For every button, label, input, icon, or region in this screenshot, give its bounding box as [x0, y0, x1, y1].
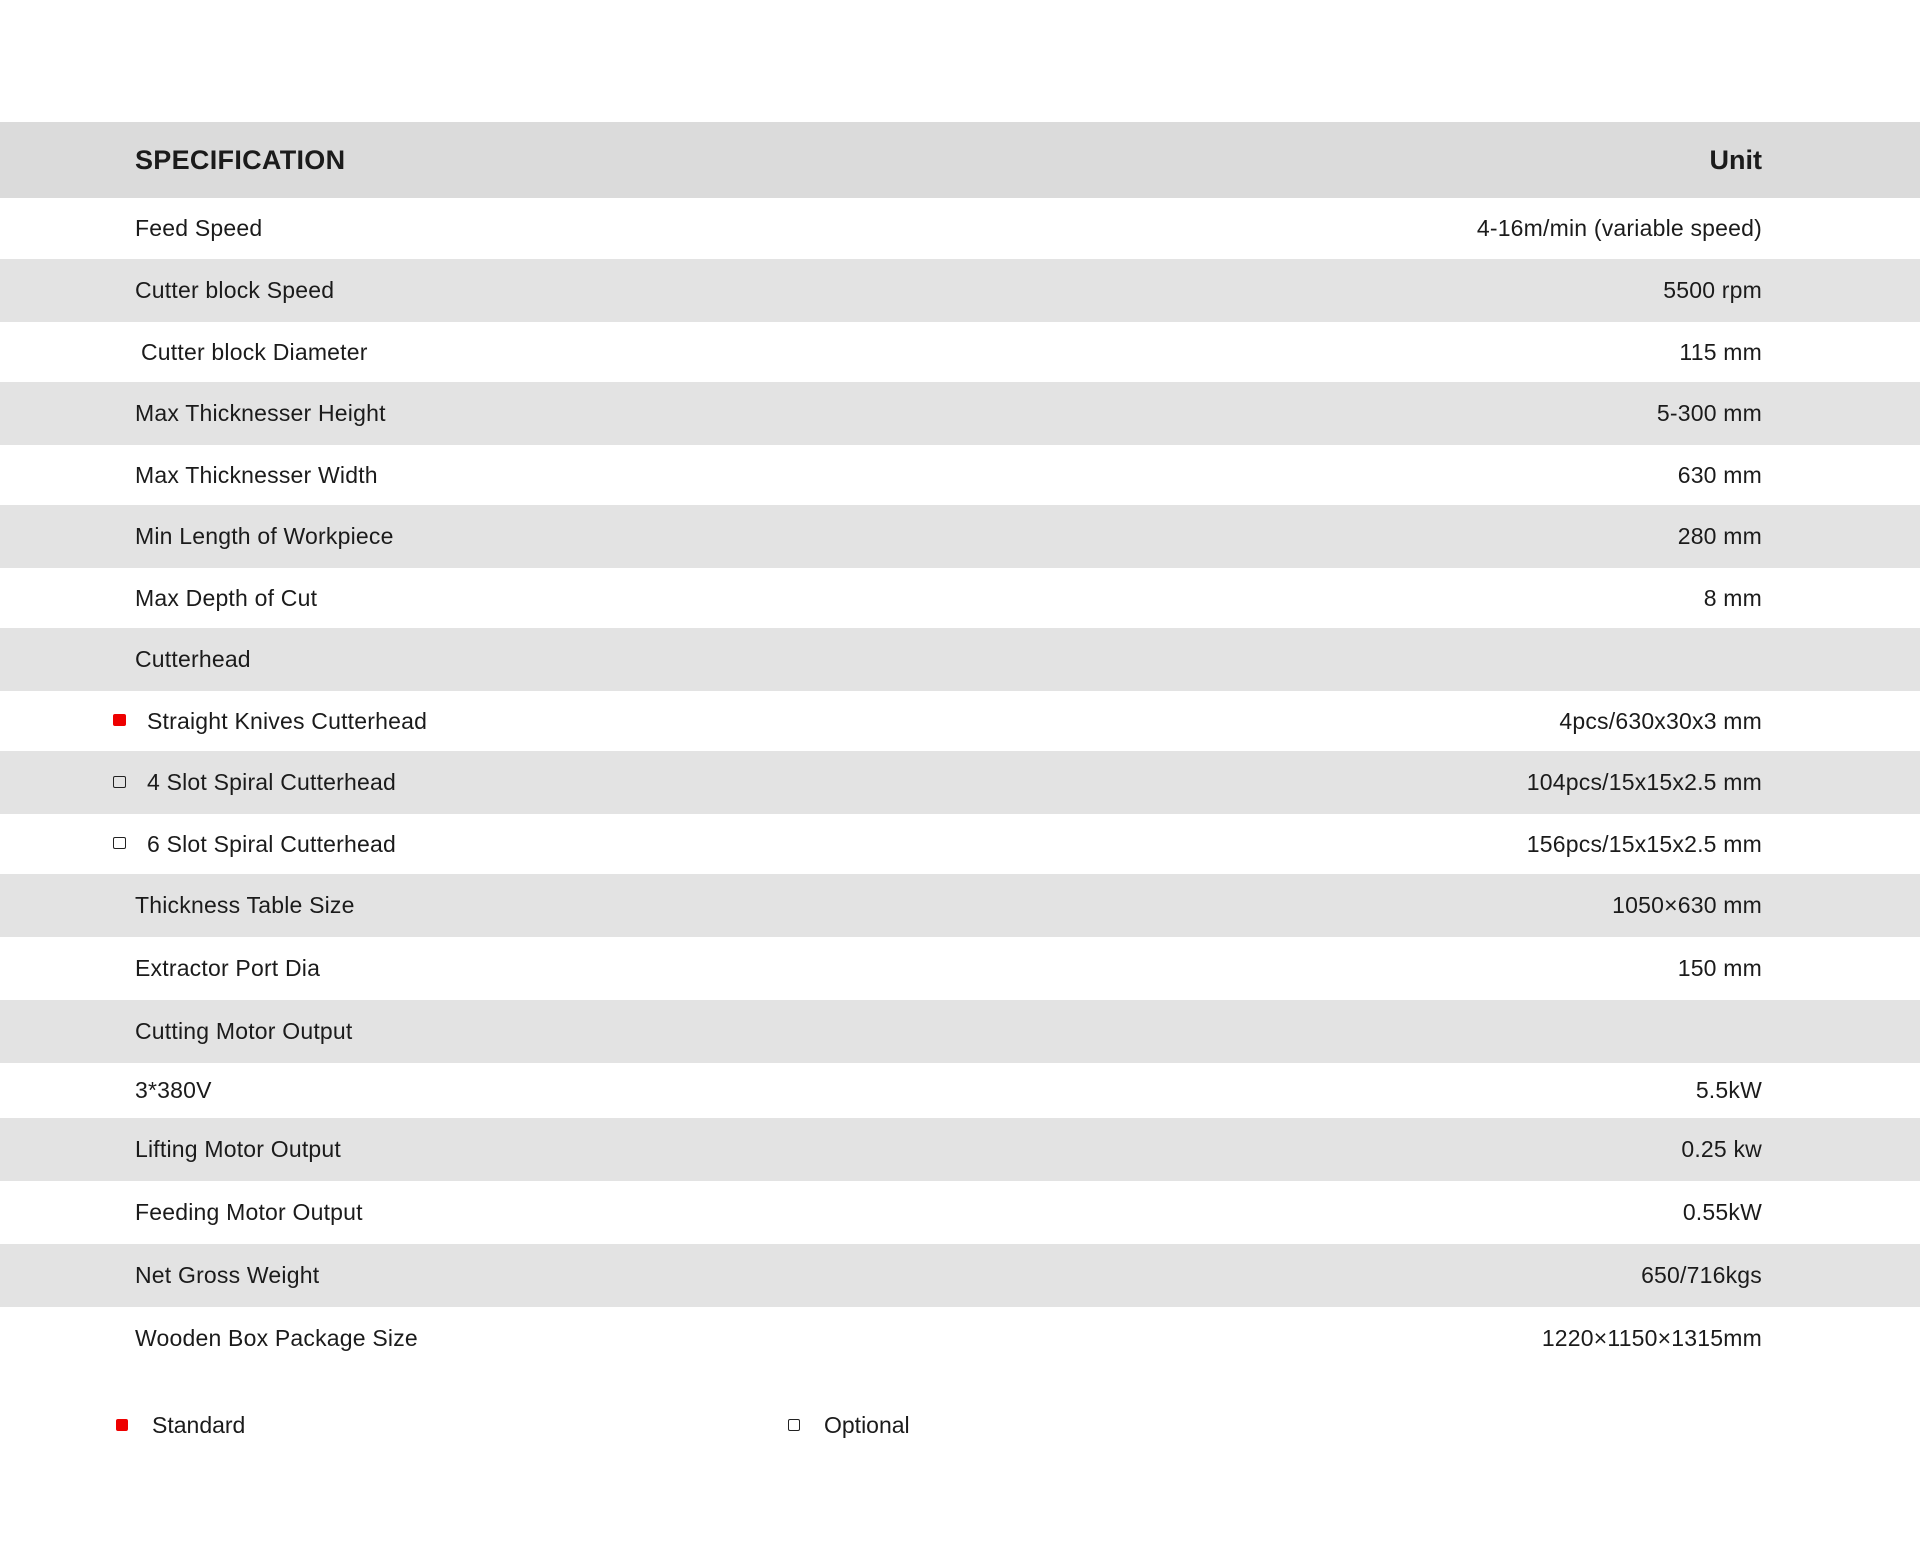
row-label: Net Gross Weight [135, 1262, 320, 1288]
row-value: 4pcs/630x30x3 mm [1559, 707, 1762, 734]
row-value: 0.55kW [1682, 1199, 1762, 1225]
table-row [0, 445, 1920, 505]
table-row [0, 382, 1920, 445]
table-row [0, 751, 1920, 814]
table-row [0, 198, 1920, 259]
table-row [0, 259, 1920, 322]
row-label: 6 Slot Spiral Cutterhead [147, 830, 396, 857]
specification-table [0, 122, 1920, 1370]
row-value: 115 mm [1679, 338, 1762, 365]
table-row [0, 505, 1920, 568]
row-value: 280 mm [1677, 523, 1762, 549]
row-label: Max Thicknesser Height [135, 400, 386, 426]
row-label: Extractor Port Dia [135, 955, 321, 981]
row-value: 630 mm [1677, 461, 1762, 488]
table-row [0, 1244, 1920, 1307]
row-label: Thickness Table Size [135, 892, 355, 918]
row-value: 8 mm [1703, 584, 1762, 611]
table-row [0, 1000, 1920, 1063]
table-row [0, 1307, 1920, 1370]
table-header [0, 122, 1920, 198]
row-label: 4 Slot Spiral Cutterhead [147, 769, 396, 795]
row-label: Feed Speed [135, 215, 263, 241]
row-label: Cutter block Diameter [141, 338, 368, 365]
row-label: Straight Knives Cutterhead [147, 707, 428, 734]
table-row [0, 1118, 1920, 1181]
table-row [0, 874, 1920, 937]
legend-standard-label: Standard [152, 1411, 246, 1438]
row-value: 156pcs/15x15x2.5 mm [1526, 830, 1762, 857]
table-row [0, 814, 1920, 874]
table-row [0, 628, 1920, 691]
row-value: 0.25 kw [1681, 1136, 1762, 1162]
legend-standard [116, 1405, 245, 1445]
row-value: 4-16m/min (variable speed) [1476, 215, 1762, 241]
optional-marker-icon [788, 1419, 800, 1431]
row-value: 1050×630 mm [1612, 892, 1762, 918]
table-row [0, 1181, 1920, 1244]
row-label: Cutting Motor Output [135, 1018, 353, 1044]
optional-marker-icon [113, 837, 126, 849]
row-label: Feeding Motor Output [135, 1199, 363, 1225]
row-label: Cutter block Speed [135, 277, 335, 303]
legend-optional-label: Optional [824, 1411, 910, 1438]
standard-marker-icon [116, 1419, 128, 1431]
row-value: 5500 rpm [1663, 277, 1762, 303]
row-value: 5-300 mm [1656, 400, 1762, 426]
row-label: Max Thicknesser Width [135, 461, 378, 488]
row-value: 150 mm [1677, 955, 1762, 981]
row-label: Max Depth of Cut [135, 584, 318, 611]
row-value: 650/716kgs [1641, 1262, 1762, 1288]
header-specification: SPECIFICATION [135, 145, 346, 175]
table-row [0, 691, 1920, 751]
row-label: Cutterhead [135, 646, 251, 672]
legend-optional [788, 1405, 910, 1445]
row-value: 1220×1150×1315mm [1541, 1325, 1762, 1351]
row-label: Wooden Box Package Size [135, 1325, 418, 1351]
optional-marker-icon [113, 776, 126, 788]
standard-marker-icon [113, 714, 126, 726]
row-value: 5.5kW [1695, 1077, 1762, 1103]
table-row [0, 937, 1920, 1000]
table-row [0, 568, 1920, 628]
table-row [0, 322, 1920, 382]
legend [0, 1405, 1920, 1445]
row-label: 3*380V [135, 1077, 212, 1103]
header-unit: Unit [1709, 145, 1762, 175]
row-label: Lifting Motor Output [135, 1136, 341, 1162]
row-label: Min Length of Workpiece [135, 523, 394, 549]
row-value: 104pcs/15x15x2.5 mm [1526, 769, 1762, 795]
table-row [0, 1063, 1920, 1118]
